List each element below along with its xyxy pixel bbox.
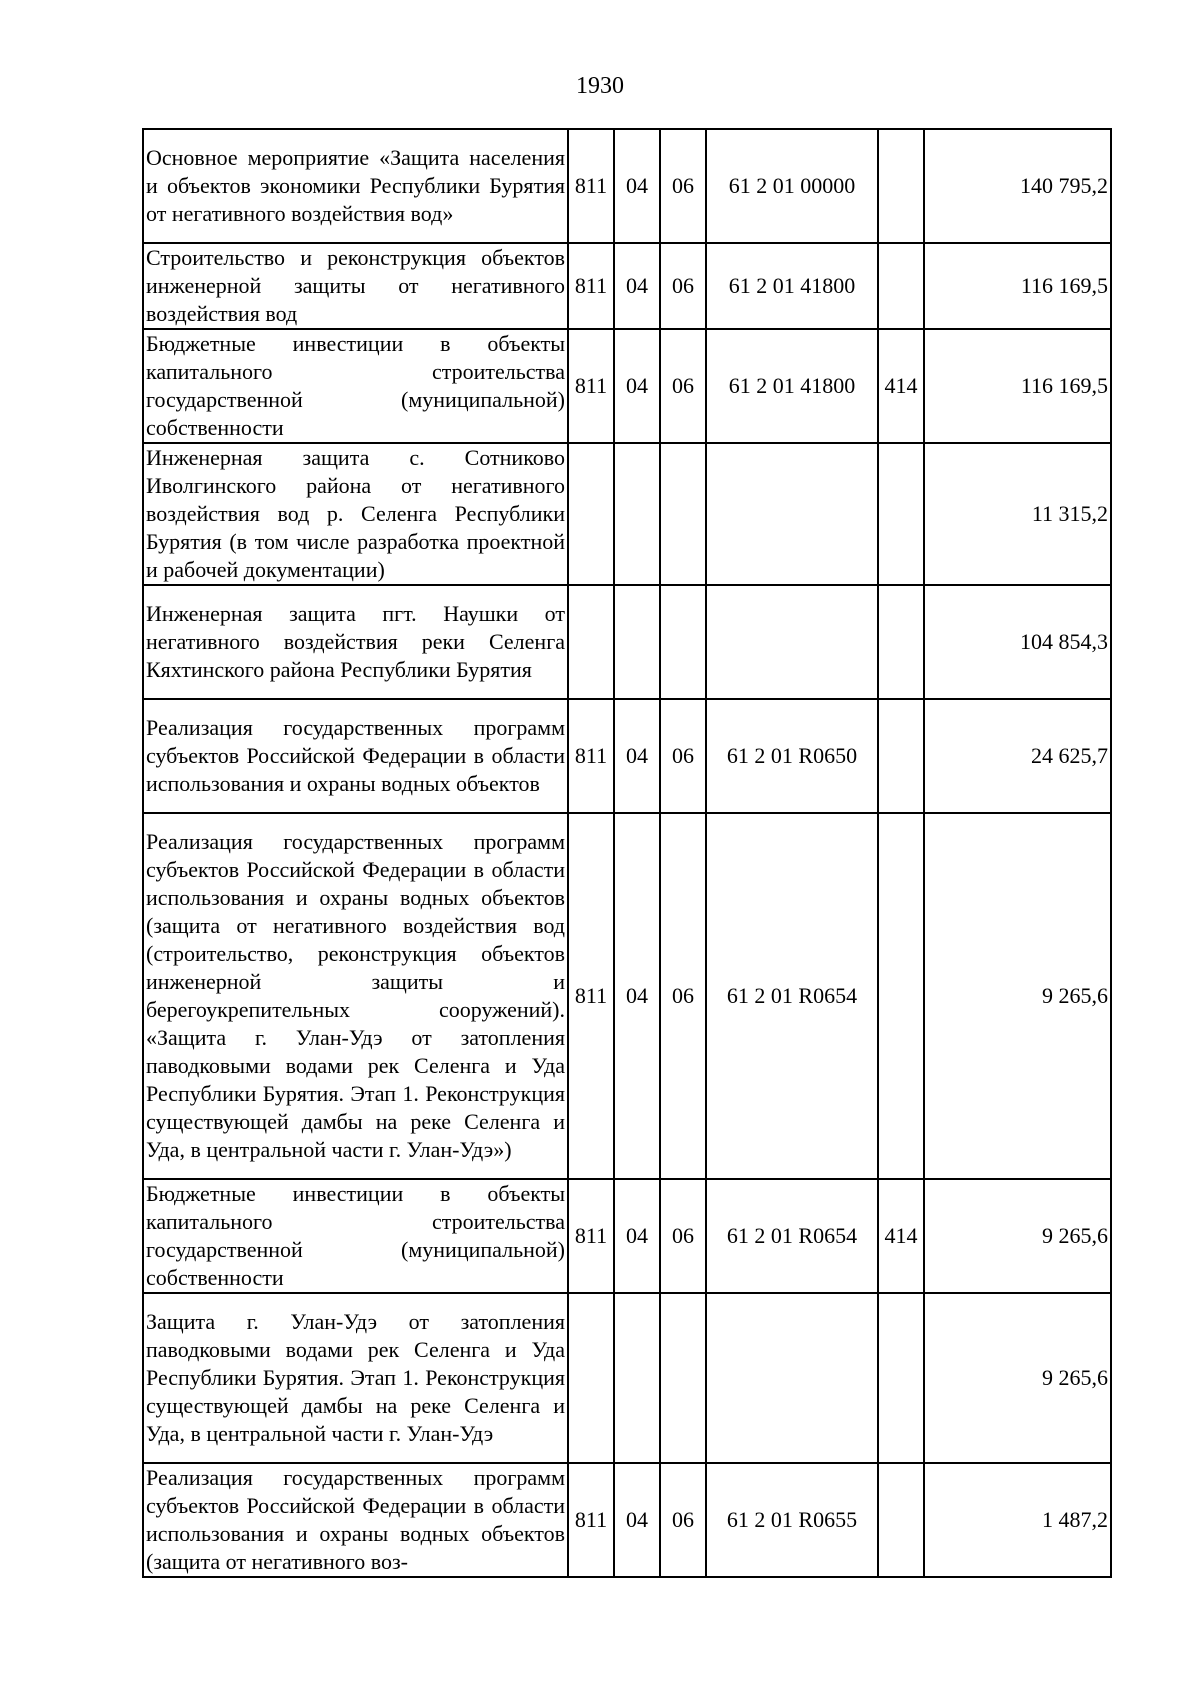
table-row (143, 443, 1111, 585)
expense-type-cell (878, 585, 924, 699)
amount-cell: 116 169,5 (924, 243, 1111, 329)
target-code-cell: 61 2 01 00000 (706, 129, 878, 243)
table-row (143, 699, 1111, 813)
amount-cell: 1 487,2 (924, 1463, 1111, 1577)
table-row (143, 1179, 1111, 1293)
expense-type-cell (878, 813, 924, 1179)
amount-cell: 9 265,6 (924, 813, 1111, 1179)
amount-cell: 140 795,2 (924, 129, 1111, 243)
section-cell (614, 585, 660, 699)
row-name-cell: Защита г. Улан-Удэ от затопления паводковыми водами рек Селенга и Уда Республики Бурятия. Этап 1. Реконструкция существующей дамбы на реке Селенга и Уда, в центральной части г. Улан-Удэ (143, 1293, 568, 1463)
page-number: 1930 (576, 73, 624, 99)
target-code-cell (706, 585, 878, 699)
table-row (143, 813, 1111, 1179)
expense-type-cell: 414 (878, 329, 924, 443)
subsection-cell (660, 1293, 706, 1463)
target-code-cell: 61 2 01 41800 (706, 329, 878, 443)
row-name-cell: Инженерная защита пгт. Наушки от негативного воздействия реки Селенга Кяхтинского района Республики Бурятия (143, 585, 568, 699)
subsection-cell: 06 (660, 1179, 706, 1293)
row-name-cell: Реализация государственных программ субъектов Российской Федерации в области использования и охраны водных объектов (защита от негативного воздействия вод (строительство, реконструкция объектов инженерной защиты и берегоукрепительных сооружений). «Защита г. Улан-Удэ от затопления паводковыми водами рек Селенга и Уда Республики Бурятия. Этап 1. Реконструкция существующей дамбы на реке Селенга и Уда, в центральной части г. Улан-Удэ») (143, 813, 568, 1179)
target-code-cell: 61 2 01 R0654 (706, 1179, 878, 1293)
expense-type-cell: 414 (878, 1179, 924, 1293)
subsection-cell: 06 (660, 243, 706, 329)
admin-code-cell: 811 (568, 329, 614, 443)
subsection-cell: 06 (660, 1463, 706, 1577)
amount-cell: 9 265,6 (924, 1293, 1111, 1463)
expense-type-cell (878, 129, 924, 243)
admin-code-cell (568, 1293, 614, 1463)
target-code-cell (706, 443, 878, 585)
admin-code-cell: 811 (568, 1179, 614, 1293)
subsection-cell: 06 (660, 699, 706, 813)
table-row (143, 329, 1111, 443)
section-cell: 04 (614, 129, 660, 243)
amount-cell: 116 169,5 (924, 329, 1111, 443)
section-cell (614, 443, 660, 585)
table-row (143, 1293, 1111, 1463)
amount-cell: 11 315,2 (924, 443, 1111, 585)
row-name-cell: Основное мероприятие «Защита населения и объектов экономики Республики Бурятия от негативного воздействия вод» (143, 129, 568, 243)
section-cell: 04 (614, 1179, 660, 1293)
section-cell (614, 1293, 660, 1463)
admin-code-cell (568, 585, 614, 699)
subsection-cell: 06 (660, 129, 706, 243)
table-row (143, 243, 1111, 329)
admin-code-cell: 811 (568, 129, 614, 243)
expense-type-cell (878, 699, 924, 813)
row-name-cell: Строительство и реконструкция объектов инженерной защиты от негативного воздействия вод (143, 243, 568, 329)
subsection-cell (660, 585, 706, 699)
row-name-cell: Бюджетные инвестиции в объекты капитального строительства государственной (муниципальной) собственности (143, 1179, 568, 1293)
section-cell: 04 (614, 813, 660, 1179)
expense-type-cell (878, 1293, 924, 1463)
subsection-cell (660, 443, 706, 585)
admin-code-cell: 811 (568, 813, 614, 1179)
admin-code-cell: 811 (568, 243, 614, 329)
admin-code-cell (568, 443, 614, 585)
target-code-cell: 61 2 01 R0650 (706, 699, 878, 813)
row-name-cell: Реализация государственных программ субъектов Российской Федерации в области использования и охраны водных объектов (защита от негативного воз- (143, 1463, 568, 1577)
target-code-cell: 61 2 01 41800 (706, 243, 878, 329)
target-code-cell: 61 2 01 R0654 (706, 813, 878, 1179)
table-row (143, 585, 1111, 699)
row-name-cell: Инженерная защита с. Сотниково Иволгинского района от негативного воздействия вод р. Селенга Республики Бурятия (в том числе разработка проектной и рабочей документации) (143, 443, 568, 585)
section-cell: 04 (614, 699, 660, 813)
admin-code-cell: 811 (568, 1463, 614, 1577)
amount-cell: 104 854,3 (924, 585, 1111, 699)
section-cell: 04 (614, 1463, 660, 1577)
row-name-cell: Реализация государственных программ субъектов Российской Федерации в области использования и охраны водных объектов (143, 699, 568, 813)
expense-type-cell (878, 243, 924, 329)
amount-cell: 24 625,7 (924, 699, 1111, 813)
expense-type-cell (878, 443, 924, 585)
table-row (143, 129, 1111, 243)
target-code-cell: 61 2 01 R0655 (706, 1463, 878, 1577)
admin-code-cell: 811 (568, 699, 614, 813)
row-name-cell: Бюджетные инвестиции в объекты капитального строительства государственной (муниципальной) собственности (143, 329, 568, 443)
section-cell: 04 (614, 243, 660, 329)
budget-table-body (143, 129, 1111, 1577)
section-cell: 04 (614, 329, 660, 443)
amount-cell: 9 265,6 (924, 1179, 1111, 1293)
table-row (143, 1463, 1111, 1577)
budget-table (142, 128, 1112, 1578)
expense-type-cell (878, 1463, 924, 1577)
subsection-cell: 06 (660, 813, 706, 1179)
target-code-cell (706, 1293, 878, 1463)
subsection-cell: 06 (660, 329, 706, 443)
